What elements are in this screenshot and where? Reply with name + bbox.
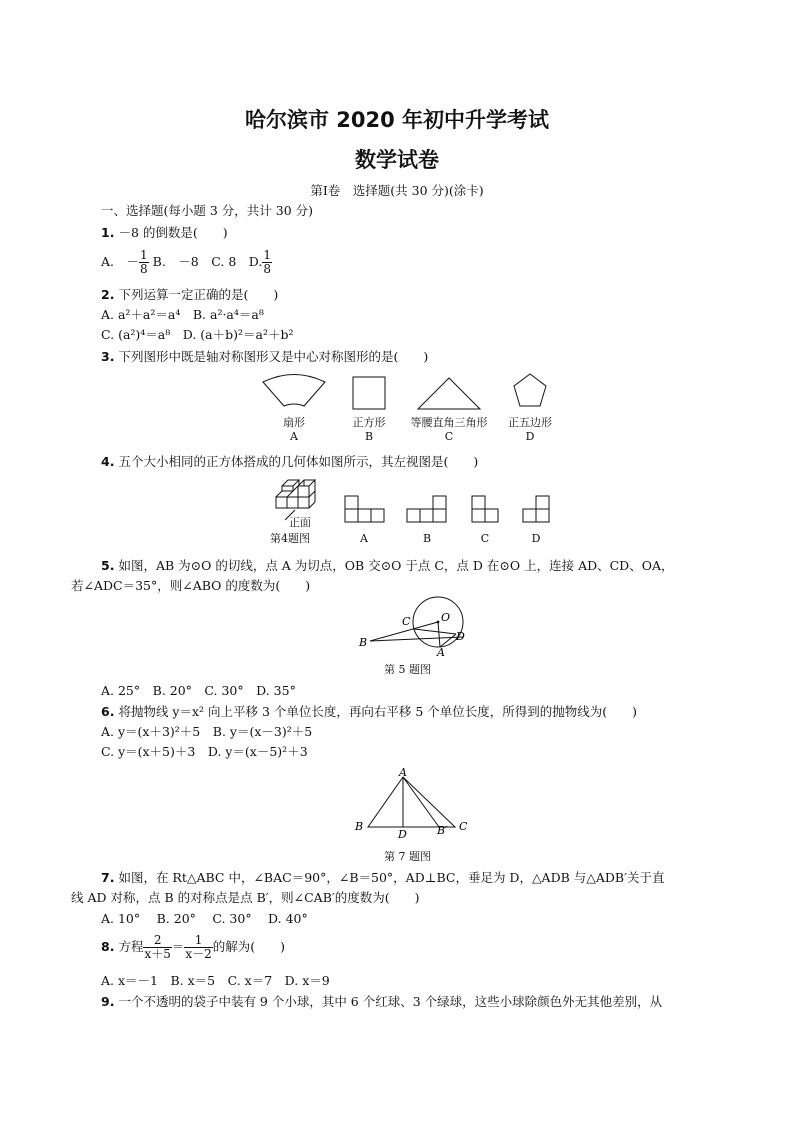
label-d: D (398, 828, 407, 841)
equation-prefix: 方程 (118, 939, 144, 954)
shape-letter-c: C (444, 430, 454, 443)
question-7-line-1 (101, 870, 664, 886)
question-number: 2. (101, 287, 115, 302)
shape-letter-d: D (525, 430, 535, 443)
question-number: 1. (101, 225, 115, 240)
fraction: $\frac{1}{8}$ (140, 248, 148, 276)
shape-name-c: 等腰直角三角形 (410, 416, 488, 429)
question-stem: 五个大小相同的正方体搭成的几何体如图所示，其左视图是( ) (118, 454, 479, 469)
view-letter-a: A (360, 532, 368, 545)
question-stem: 如图，AB 为⊙O 的切线，点 A 为切点，OB 交⊙O 于点 C，点 D 在⊙O 上，连接 AD、CD、OA， (118, 558, 674, 573)
label-a: A (399, 766, 407, 779)
part-heading: 第Ⅰ卷 选择题(共 30 分)(涂卡) (310, 183, 484, 198)
question-5-line-2: 若∠ADC＝35°，则∠ABO 的度数为( ) (71, 578, 311, 593)
question-8 (101, 934, 285, 961)
fraction: $\frac{1}{8}$ (263, 248, 271, 276)
shape-name-d: 正五边形 (508, 416, 552, 429)
question-stem: 下列运算一定正确的是( ) (118, 287, 279, 302)
shape-letter-b: B (364, 430, 374, 443)
page-subtitle: 数学试卷 (355, 148, 439, 172)
label-d: D (456, 630, 465, 643)
view-letter-d: D (531, 532, 541, 545)
front-label: 正面 (289, 516, 311, 529)
question-stem: 一个不透明的袋子中装有 9 个小球，其中 6 个红球、3 个绿球，这些小球除颜色外无其他差别，从 (118, 994, 663, 1009)
question-8-options: A. x＝－1 B. x＝5 C. x＝7 D. x＝9 (101, 973, 330, 988)
label-o: O (441, 611, 451, 624)
page-title: 哈尔滨市 2020 年初中升学考试 (244, 108, 550, 132)
figure-4-caption: 第4题图 (270, 532, 310, 545)
question-number: 6. (101, 704, 115, 719)
question-stem: 将抛物线 y＝x² 向上平移 3 个单位长度，再向右平移 5 个单位长度，所得到的抛物线为( ) (118, 704, 638, 719)
question-number: 7. (101, 870, 115, 885)
question-number: 4. (101, 454, 115, 469)
options-bc: B. －8 C. 8 D. (152, 254, 263, 269)
label-b: B (359, 636, 368, 649)
question-2-options-2: C. (a²)⁴＝a⁸ D. (a＋b)²＝a²＋b² (101, 327, 294, 342)
question-number: 3. (101, 349, 115, 364)
label-c: C (402, 615, 411, 628)
question-6-options-1: A. y＝(x＋3)²＋5 B. y＝(x－3)²＋5 (101, 724, 313, 739)
equals-sign: ＝ (171, 939, 185, 954)
question-stem: 下列图形中既是轴对称图形又是中心对称图形的是( ) (118, 349, 429, 364)
question-2-options-1: A. a²＋a²＝a⁴ B. a²·a⁴＝a⁸ (101, 307, 264, 322)
label-b-prime: B′ (437, 824, 448, 837)
question-7-line-2: 线 AD 对称，点 B 的对称点是点 B′，则∠CAB′的度数为( ) (71, 890, 420, 905)
equation-suffix: 的解为( ) (212, 939, 286, 954)
shape-letter-a: A (290, 430, 298, 443)
question-7-options: A. 10° B. 20° C. 30° D. 40° (101, 911, 308, 926)
shape-name-a: 扇形 (283, 416, 305, 429)
question-number: 5. (101, 558, 115, 573)
figure-7-caption: 第 7 题图 (384, 850, 431, 863)
figure-5-caption: 第 5 题图 (384, 663, 431, 676)
question-6-options-2: C. y＝(x＋5)＋3 D. y＝(x－5)²＋3 (101, 744, 308, 759)
option-a-prefix: A. － (101, 254, 140, 269)
segment-ab-prime (403, 777, 439, 827)
fraction: $\frac{1}{x-2}$ (185, 933, 212, 961)
label-c: C (459, 820, 468, 833)
view-letter-b: B (422, 532, 432, 545)
question-5-options: A. 25° B. 20° C. 30° D. 35° (101, 683, 296, 698)
fraction: $\frac{2}{x+5}$ (144, 933, 171, 961)
question-stem: 如图，在 Rt△ABC 中，∠BAC＝90°，∠B＝50°，AD⊥BC，垂足为 D，△ADB 与△ADB′关于直 (118, 870, 665, 885)
label-b: B (355, 820, 364, 833)
question-stem: －8 的倒数是( ) (118, 225, 228, 240)
view-letter-c: C (480, 532, 490, 545)
shape-name-b: 正方形 (352, 416, 386, 429)
section-heading: 一、选择题(每小题 3 分，共计 30 分) (101, 203, 314, 218)
question-number: 8. (101, 939, 115, 954)
triangle-abc (368, 777, 455, 827)
question-number: 9. (101, 994, 115, 1009)
label-a: A (437, 646, 445, 659)
question-9 (101, 994, 662, 1010)
